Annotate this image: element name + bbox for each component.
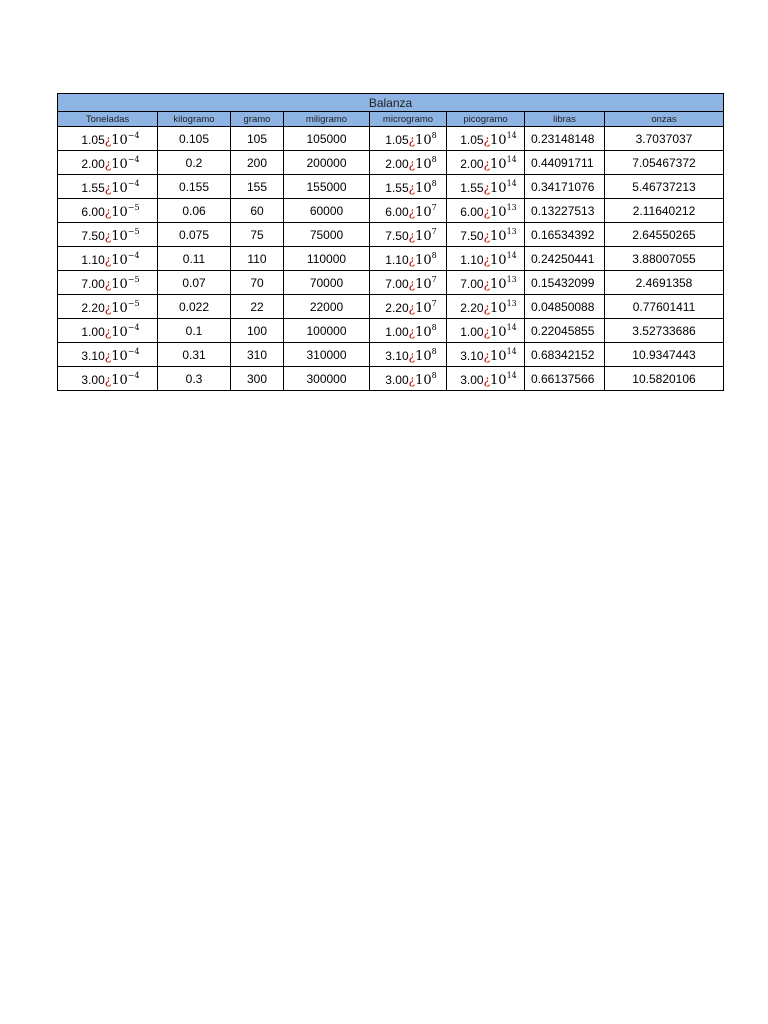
mantissa: 1.55 bbox=[81, 181, 105, 195]
base: 10 bbox=[490, 181, 507, 196]
mantissa: 1.00 bbox=[460, 325, 484, 339]
mantissa: 1.00 bbox=[385, 325, 409, 339]
exponent: 8 bbox=[431, 251, 437, 260]
base: 10 bbox=[415, 205, 432, 220]
balanza-table bbox=[57, 93, 724, 391]
base: 10 bbox=[415, 325, 432, 340]
mantissa: 7.50 bbox=[81, 229, 105, 243]
exponent: −4 bbox=[127, 155, 140, 164]
gramo-cell[interactable]: 70 bbox=[231, 271, 284, 295]
miligramo-cell[interactable]: 310000 bbox=[284, 343, 370, 367]
toneladas-cell[interactable] bbox=[58, 223, 158, 247]
exponent: −5 bbox=[127, 299, 140, 308]
onzas-cell[interactable]: 3.7037037 bbox=[605, 127, 724, 151]
power-of-ten bbox=[490, 253, 517, 268]
picogramo-cell[interactable] bbox=[447, 319, 525, 343]
base: 10 bbox=[111, 349, 128, 364]
base: 10 bbox=[490, 325, 507, 340]
table-row bbox=[58, 151, 724, 175]
column-header[interactable]: Toneladas bbox=[58, 112, 158, 127]
base: 10 bbox=[415, 277, 432, 292]
onzas-cell[interactable]: 10.5820106 bbox=[605, 367, 724, 391]
power-of-ten bbox=[415, 301, 437, 316]
separator-glyph: ¿ bbox=[408, 253, 416, 267]
libras-cell[interactable]: 0.16534392 bbox=[525, 223, 605, 247]
spreadsheet-sheet bbox=[57, 93, 723, 391]
exponent: 8 bbox=[431, 347, 437, 356]
libras-cell[interactable]: 0.15432099 bbox=[525, 271, 605, 295]
separator-glyph: ¿ bbox=[483, 229, 491, 243]
picogramo-cell[interactable] bbox=[447, 271, 525, 295]
power-of-ten bbox=[490, 181, 517, 196]
toneladas-cell[interactable] bbox=[58, 319, 158, 343]
power-of-ten bbox=[490, 301, 517, 316]
base: 10 bbox=[415, 181, 432, 196]
mantissa: 7.00 bbox=[81, 277, 105, 291]
power-of-ten bbox=[415, 229, 437, 244]
exponent: 7 bbox=[431, 203, 437, 212]
onzas-cell[interactable]: 2.64550265 bbox=[605, 223, 724, 247]
kilogramo-cell[interactable]: 0.07 bbox=[158, 271, 231, 295]
base: 10 bbox=[111, 157, 128, 172]
table-title[interactable]: Balanza bbox=[58, 94, 724, 112]
toneladas-cell[interactable] bbox=[58, 271, 158, 295]
picogramo-cell[interactable] bbox=[447, 247, 525, 271]
mantissa: 1.05 bbox=[81, 133, 105, 147]
table-row bbox=[58, 367, 724, 391]
picogramo-cell[interactable] bbox=[447, 367, 525, 391]
toneladas-cell[interactable] bbox=[58, 175, 158, 199]
power-of-ten bbox=[490, 277, 517, 292]
separator-glyph: ¿ bbox=[104, 229, 112, 243]
exponent: −4 bbox=[127, 323, 140, 332]
onzas-cell[interactable]: 7.05467372 bbox=[605, 151, 724, 175]
mantissa: 3.00 bbox=[81, 373, 105, 387]
separator-glyph: ¿ bbox=[483, 133, 491, 147]
table-row bbox=[58, 247, 724, 271]
separator-glyph: ¿ bbox=[408, 181, 416, 195]
power-of-ten bbox=[490, 157, 517, 172]
picogramo-cell[interactable] bbox=[447, 127, 525, 151]
power-of-ten bbox=[490, 133, 517, 148]
exponent: 13 bbox=[506, 227, 517, 236]
picogramo-cell[interactable] bbox=[447, 223, 525, 247]
microgramo-cell[interactable] bbox=[370, 367, 447, 391]
separator-glyph: ¿ bbox=[104, 301, 112, 315]
miligramo-cell[interactable]: 300000 bbox=[284, 367, 370, 391]
column-header[interactable]: libras bbox=[525, 112, 605, 127]
separator-glyph: ¿ bbox=[483, 325, 491, 339]
gramo-cell[interactable]: 22 bbox=[231, 295, 284, 319]
microgramo-cell[interactable] bbox=[370, 151, 447, 175]
kilogramo-cell[interactable]: 0.11 bbox=[158, 247, 231, 271]
gramo-cell[interactable]: 100 bbox=[231, 319, 284, 343]
separator-glyph: ¿ bbox=[104, 181, 112, 195]
power-of-ten bbox=[111, 229, 139, 244]
separator-glyph: ¿ bbox=[483, 253, 491, 267]
column-header[interactable]: gramo bbox=[231, 112, 284, 127]
exponent: −5 bbox=[127, 203, 140, 212]
mantissa: 2.20 bbox=[385, 301, 409, 315]
microgramo-cell[interactable] bbox=[370, 319, 447, 343]
mantissa: 7.00 bbox=[460, 277, 484, 291]
onzas-cell[interactable]: 2.11640212 bbox=[605, 199, 724, 223]
base: 10 bbox=[490, 349, 507, 364]
microgramo-cell[interactable] bbox=[370, 295, 447, 319]
kilogramo-cell[interactable]: 0.105 bbox=[158, 127, 231, 151]
separator-glyph: ¿ bbox=[483, 301, 491, 315]
miligramo-cell[interactable]: 60000 bbox=[284, 199, 370, 223]
base: 10 bbox=[490, 373, 507, 388]
toneladas-cell[interactable] bbox=[58, 247, 158, 271]
miligramo-cell[interactable]: 100000 bbox=[284, 319, 370, 343]
base: 10 bbox=[111, 229, 128, 244]
mantissa: 7.50 bbox=[460, 229, 484, 243]
exponent: 14 bbox=[506, 347, 517, 356]
table-row bbox=[58, 319, 724, 343]
separator-glyph: ¿ bbox=[104, 157, 112, 171]
libras-cell[interactable]: 0.22045855 bbox=[525, 319, 605, 343]
base: 10 bbox=[415, 133, 432, 148]
libras-cell[interactable]: 0.04850088 bbox=[525, 295, 605, 319]
mantissa: 1.10 bbox=[385, 253, 409, 267]
base: 10 bbox=[490, 277, 507, 292]
exponent: 14 bbox=[506, 323, 517, 332]
libras-cell[interactable]: 0.44091711 bbox=[525, 151, 605, 175]
mantissa: 1.10 bbox=[81, 253, 105, 267]
exponent: −5 bbox=[127, 227, 140, 236]
exponent: −4 bbox=[127, 371, 140, 380]
gramo-cell[interactable]: 155 bbox=[231, 175, 284, 199]
libras-cell[interactable]: 0.13227513 bbox=[525, 199, 605, 223]
base: 10 bbox=[415, 373, 432, 388]
toneladas-cell[interactable] bbox=[58, 151, 158, 175]
microgramo-cell[interactable] bbox=[370, 271, 447, 295]
separator-glyph: ¿ bbox=[408, 133, 416, 147]
exponent: 14 bbox=[506, 371, 517, 380]
base: 10 bbox=[415, 301, 432, 316]
power-of-ten bbox=[111, 373, 139, 388]
exponent: −4 bbox=[127, 347, 140, 356]
separator-glyph: ¿ bbox=[104, 253, 112, 267]
base: 10 bbox=[111, 373, 128, 388]
table-row bbox=[58, 175, 724, 199]
mantissa: 3.00 bbox=[385, 373, 409, 387]
separator-glyph: ¿ bbox=[483, 157, 491, 171]
separator-glyph: ¿ bbox=[104, 325, 112, 339]
mantissa: 3.10 bbox=[460, 349, 484, 363]
power-of-ten bbox=[111, 157, 139, 172]
mantissa: 1.10 bbox=[460, 253, 484, 267]
gramo-cell[interactable]: 300 bbox=[231, 367, 284, 391]
exponent: 14 bbox=[506, 251, 517, 260]
microgramo-cell[interactable] bbox=[370, 127, 447, 151]
base: 10 bbox=[490, 157, 507, 172]
table-row bbox=[58, 127, 724, 151]
separator-glyph: ¿ bbox=[483, 181, 491, 195]
exponent: 7 bbox=[431, 227, 437, 236]
separator-glyph: ¿ bbox=[408, 157, 416, 171]
power-of-ten bbox=[111, 181, 139, 196]
exponent: 14 bbox=[506, 155, 517, 164]
power-of-ten bbox=[490, 349, 517, 364]
power-of-ten bbox=[111, 277, 139, 292]
picogramo-cell[interactable] bbox=[447, 199, 525, 223]
separator-glyph: ¿ bbox=[104, 133, 112, 147]
mantissa: 2.00 bbox=[460, 157, 484, 171]
table-row bbox=[58, 343, 724, 367]
table-row bbox=[58, 295, 724, 319]
kilogramo-cell[interactable]: 0.3 bbox=[158, 367, 231, 391]
exponent: 8 bbox=[431, 179, 437, 188]
separator-glyph: ¿ bbox=[104, 349, 112, 363]
miligramo-cell[interactable]: 75000 bbox=[284, 223, 370, 247]
mantissa: 3.10 bbox=[385, 349, 409, 363]
base: 10 bbox=[490, 301, 507, 316]
picogramo-cell[interactable] bbox=[447, 343, 525, 367]
mantissa: 2.20 bbox=[81, 301, 105, 315]
power-of-ten bbox=[415, 373, 437, 388]
exponent: 13 bbox=[506, 203, 517, 212]
power-of-ten bbox=[111, 325, 139, 340]
mantissa: 1.55 bbox=[460, 181, 484, 195]
mantissa: 3.00 bbox=[460, 373, 484, 387]
column-header[interactable]: onzas bbox=[605, 112, 724, 127]
mantissa: 1.05 bbox=[385, 133, 409, 147]
power-of-ten bbox=[490, 229, 517, 244]
exponent: 7 bbox=[431, 275, 437, 284]
separator-glyph: ¿ bbox=[408, 277, 416, 291]
table-row bbox=[58, 223, 724, 247]
mantissa: 2.00 bbox=[81, 157, 105, 171]
separator-glyph: ¿ bbox=[483, 349, 491, 363]
base: 10 bbox=[111, 181, 128, 196]
microgramo-cell[interactable] bbox=[370, 343, 447, 367]
mantissa: 2.00 bbox=[385, 157, 409, 171]
microgramo-cell[interactable] bbox=[370, 247, 447, 271]
gramo-cell[interactable]: 75 bbox=[231, 223, 284, 247]
mantissa: 6.00 bbox=[385, 205, 409, 219]
microgramo-cell[interactable] bbox=[370, 199, 447, 223]
mantissa: 6.00 bbox=[81, 205, 105, 219]
toneladas-cell[interactable] bbox=[58, 367, 158, 391]
power-of-ten bbox=[111, 349, 139, 364]
miligramo-cell[interactable]: 110000 bbox=[284, 247, 370, 271]
kilogramo-cell[interactable]: 0.2 bbox=[158, 151, 231, 175]
picogramo-cell[interactable] bbox=[447, 295, 525, 319]
exponent: 8 bbox=[431, 371, 437, 380]
kilogramo-cell[interactable]: 0.075 bbox=[158, 223, 231, 247]
exponent: 8 bbox=[431, 131, 437, 140]
base: 10 bbox=[490, 205, 507, 220]
power-of-ten bbox=[490, 325, 517, 340]
base: 10 bbox=[490, 229, 507, 244]
mantissa: 2.20 bbox=[460, 301, 484, 315]
base: 10 bbox=[415, 349, 432, 364]
exponent: 8 bbox=[431, 323, 437, 332]
base: 10 bbox=[111, 325, 128, 340]
exponent: −4 bbox=[127, 251, 140, 260]
base: 10 bbox=[111, 205, 128, 220]
libras-cell[interactable]: 0.66137566 bbox=[525, 367, 605, 391]
miligramo-cell[interactable]: 70000 bbox=[284, 271, 370, 295]
libras-cell[interactable]: 0.34171076 bbox=[525, 175, 605, 199]
column-header[interactable]: miligramo bbox=[284, 112, 370, 127]
mantissa: 7.00 bbox=[385, 277, 409, 291]
table-row bbox=[58, 271, 724, 295]
kilogramo-cell[interactable]: 0.06 bbox=[158, 199, 231, 223]
column-header[interactable]: kilogramo bbox=[158, 112, 231, 127]
onzas-cell[interactable]: 2.4691358 bbox=[605, 271, 724, 295]
kilogramo-cell[interactable]: 0.155 bbox=[158, 175, 231, 199]
base: 10 bbox=[111, 253, 128, 268]
power-of-ten bbox=[415, 181, 437, 196]
power-of-ten bbox=[111, 301, 139, 316]
libras-cell[interactable]: 0.24250441 bbox=[525, 247, 605, 271]
base: 10 bbox=[415, 229, 432, 244]
power-of-ten bbox=[111, 133, 139, 148]
gramo-cell[interactable]: 60 bbox=[231, 199, 284, 223]
separator-glyph: ¿ bbox=[408, 325, 416, 339]
power-of-ten bbox=[111, 205, 139, 220]
toneladas-cell[interactable] bbox=[58, 343, 158, 367]
table-row bbox=[58, 199, 724, 223]
power-of-ten bbox=[490, 205, 517, 220]
onzas-cell[interactable]: 0.77601411 bbox=[605, 295, 724, 319]
miligramo-cell[interactable]: 155000 bbox=[284, 175, 370, 199]
base: 10 bbox=[111, 133, 128, 148]
power-of-ten bbox=[415, 277, 437, 292]
base: 10 bbox=[490, 253, 507, 268]
gramo-cell[interactable]: 110 bbox=[231, 247, 284, 271]
power-of-ten bbox=[415, 349, 437, 364]
picogramo-cell[interactable] bbox=[447, 151, 525, 175]
exponent: −5 bbox=[127, 275, 140, 284]
separator-glyph: ¿ bbox=[408, 301, 416, 315]
kilogramo-cell[interactable]: 0.1 bbox=[158, 319, 231, 343]
onzas-cell[interactable]: 10.9347443 bbox=[605, 343, 724, 367]
toneladas-cell[interactable] bbox=[58, 127, 158, 151]
exponent: 13 bbox=[506, 299, 517, 308]
base: 10 bbox=[111, 301, 128, 316]
mantissa: 3.10 bbox=[81, 349, 105, 363]
separator-glyph: ¿ bbox=[483, 373, 491, 387]
kilogramo-cell[interactable]: 0.31 bbox=[158, 343, 231, 367]
libras-cell[interactable]: 0.68342152 bbox=[525, 343, 605, 367]
exponent: 8 bbox=[431, 155, 437, 164]
separator-glyph: ¿ bbox=[408, 229, 416, 243]
microgramo-cell[interactable] bbox=[370, 223, 447, 247]
mantissa: 1.00 bbox=[81, 325, 105, 339]
onzas-cell[interactable]: 5.46737213 bbox=[605, 175, 724, 199]
miligramo-cell[interactable]: 105000 bbox=[284, 127, 370, 151]
separator-glyph: ¿ bbox=[104, 205, 112, 219]
power-of-ten bbox=[490, 373, 517, 388]
power-of-ten bbox=[415, 133, 437, 148]
onzas-cell[interactable]: 3.52733686 bbox=[605, 319, 724, 343]
exponent: −4 bbox=[127, 131, 140, 140]
mantissa: 7.50 bbox=[385, 229, 409, 243]
base: 10 bbox=[415, 253, 432, 268]
power-of-ten bbox=[111, 253, 139, 268]
mantissa: 1.55 bbox=[385, 181, 409, 195]
miligramo-cell[interactable]: 22000 bbox=[284, 295, 370, 319]
gramo-cell[interactable]: 310 bbox=[231, 343, 284, 367]
separator-glyph: ¿ bbox=[408, 373, 416, 387]
toneladas-cell[interactable] bbox=[58, 295, 158, 319]
exponent: −4 bbox=[127, 179, 140, 188]
power-of-ten bbox=[415, 157, 437, 172]
onzas-cell[interactable]: 3.88007055 bbox=[605, 247, 724, 271]
separator-glyph: ¿ bbox=[483, 277, 491, 291]
power-of-ten bbox=[415, 325, 437, 340]
separator-glyph: ¿ bbox=[408, 205, 416, 219]
miligramo-cell[interactable]: 200000 bbox=[284, 151, 370, 175]
kilogramo-cell[interactable]: 0.022 bbox=[158, 295, 231, 319]
column-header[interactable]: microgramo bbox=[370, 112, 447, 127]
separator-glyph: ¿ bbox=[483, 205, 491, 219]
exponent: 14 bbox=[506, 131, 517, 140]
libras-cell[interactable]: 0.23148148 bbox=[525, 127, 605, 151]
gramo-cell[interactable]: 200 bbox=[231, 151, 284, 175]
power-of-ten bbox=[415, 253, 437, 268]
separator-glyph: ¿ bbox=[104, 373, 112, 387]
base: 10 bbox=[111, 277, 128, 292]
microgramo-cell[interactable] bbox=[370, 175, 447, 199]
power-of-ten bbox=[415, 205, 437, 220]
exponent: 13 bbox=[506, 275, 517, 284]
gramo-cell[interactable]: 105 bbox=[231, 127, 284, 151]
separator-glyph: ¿ bbox=[408, 349, 416, 363]
column-header[interactable]: picogramo bbox=[447, 112, 525, 127]
mantissa: 6.00 bbox=[460, 205, 484, 219]
base: 10 bbox=[490, 133, 507, 148]
base: 10 bbox=[415, 157, 432, 172]
exponent: 14 bbox=[506, 179, 517, 188]
toneladas-cell[interactable] bbox=[58, 199, 158, 223]
separator-glyph: ¿ bbox=[104, 277, 112, 291]
mantissa: 1.05 bbox=[460, 133, 484, 147]
picogramo-cell[interactable] bbox=[447, 175, 525, 199]
exponent: 7 bbox=[431, 299, 437, 308]
